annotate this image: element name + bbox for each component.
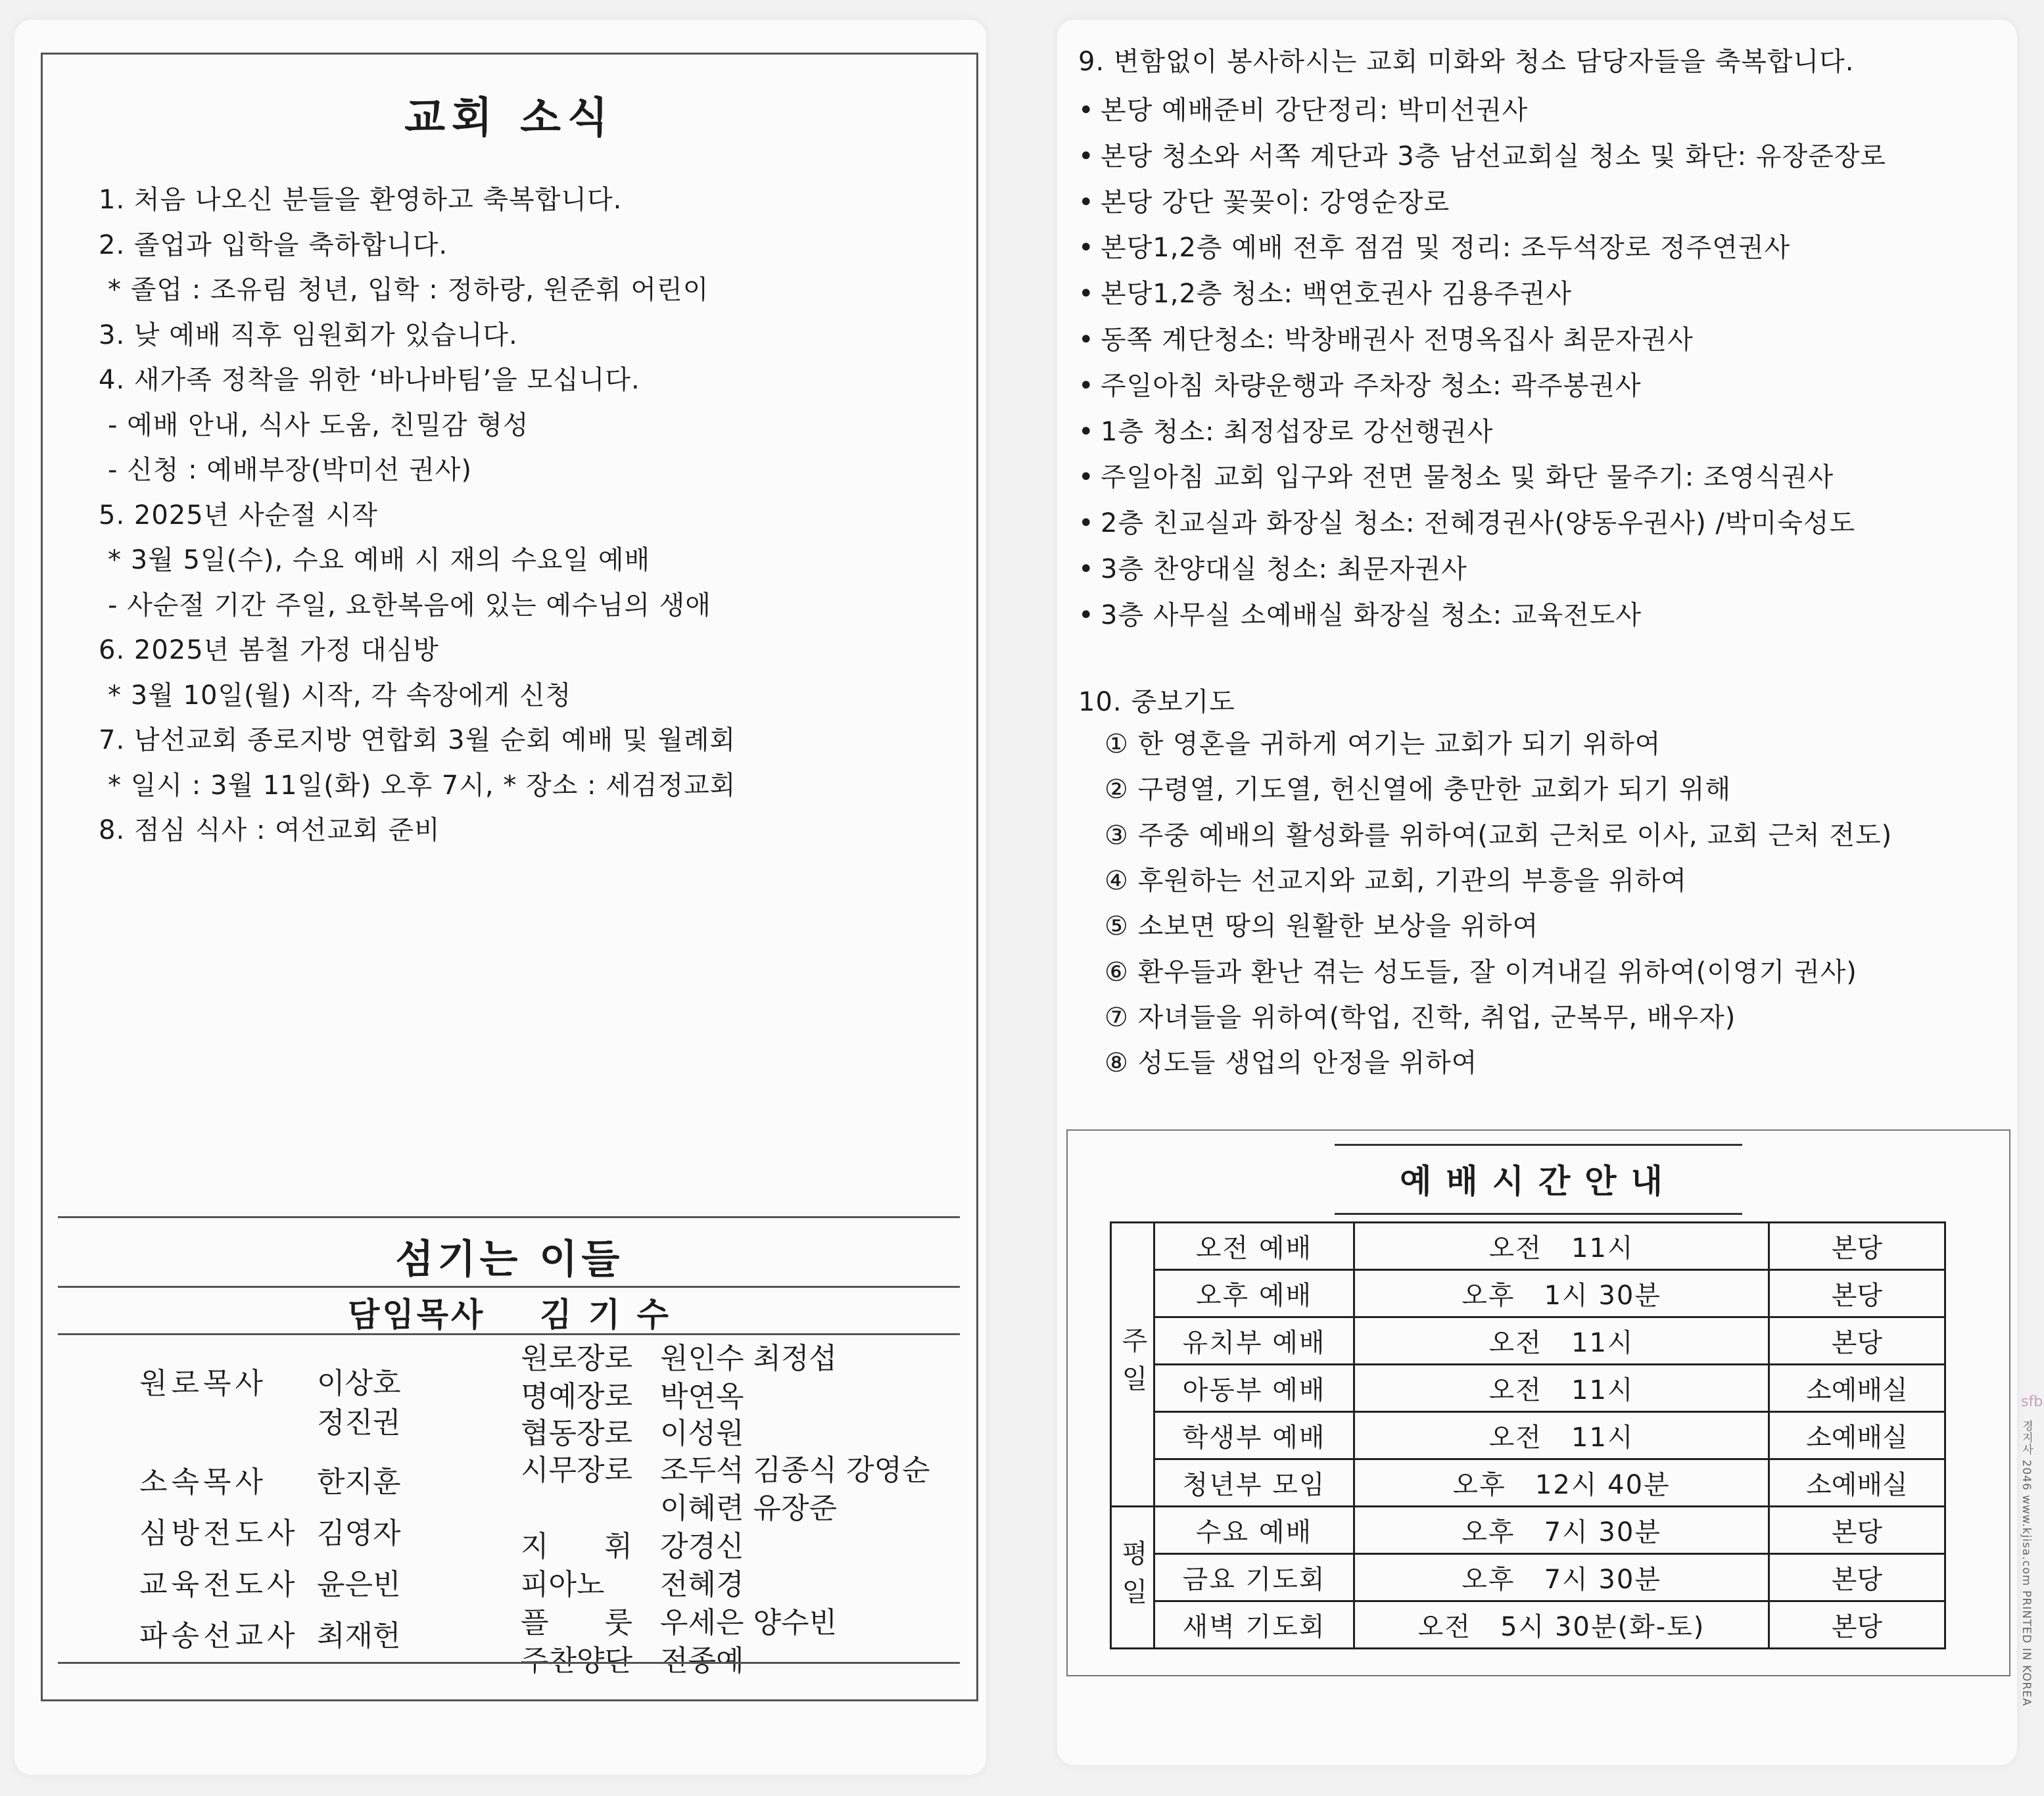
news-item: - 예배 안내, 식사 도움, 친밀감 형성 [108,410,529,440]
schedule-row [1111,1507,1945,1554]
service-item-text: 1층 청소: 최정섭장로 강선행권사 [1101,416,1494,447]
service-item-text: 2층 친교실과 화장실 청소: 전혜경권사(양동우권사) /박미숙성도 [1101,508,1856,539]
prayer-item: ① 한 영혼을 귀하게 여기는 교회가 되기 위하여 [1105,729,1661,759]
staff-name: 김영자 [317,1517,401,1550]
schedule-service-place: 소예배실 [1769,1459,1945,1507]
bullet-icon: • [1078,462,1095,493]
staff-role: 명예장로 [521,1380,633,1413]
service-item [1078,456,1834,494]
bullet-icon: • [1078,141,1095,172]
staff-mid-rule [58,1286,960,1288]
bullet-icon: • [1078,508,1095,539]
prayer-heading: 10. 중보기도 [1078,687,1235,717]
schedule-service-name: 유치부 예배 [1154,1317,1354,1365]
staff-role: 주찬양단 [521,1644,633,1678]
staff-name: 한지훈 [317,1465,401,1499]
schedule-row [1111,1601,1945,1649]
schedule-service-time: 오후 7시 30분 [1354,1507,1769,1554]
schedule-service-name: 오후 예배 [1154,1270,1354,1317]
schedule-service-time: 오전 11시 [1354,1412,1769,1459]
staff-name: 이상호 [317,1367,401,1400]
staff-names: 강경신 [660,1530,744,1563]
schedule-service-place: 본당 [1769,1554,1945,1601]
staff-names: 전종예 [660,1644,744,1678]
staff-names: 조두석 김종식 강영순 [660,1453,930,1487]
schedule-service-place: 본당 [1769,1270,1945,1317]
news-item: * 졸업 : 조유림 청년, 입학 : 정하랑, 원준휘 어린이 [108,275,709,305]
schedule-service-name: 오전 예배 [1154,1223,1354,1270]
bullet-icon: • [1078,600,1095,630]
prayer-item: ⑧ 성도들 생업의 안정을 위하여 [1105,1048,1478,1079]
news-item: 7. 남선교회 종로지방 연합회 3월 순회 예배 및 월례회 [99,725,736,755]
staff-role: 소속목사 [139,1465,268,1499]
staff-bottom-rule [58,1662,960,1664]
service-item-text: 3층 사무실 소예배실 화장실 청소: 교육전도사 [1101,600,1642,630]
service-item [1078,181,1450,219]
bullet-icon: • [1078,370,1095,401]
schedule-row [1111,1365,1945,1412]
news-item: 1. 처음 나오신 분들을 환영하고 축복합니다. [99,185,623,215]
schedule-table [1110,1221,1946,1649]
service-item-text: 주일아침 교회 입구와 전면 물청소 및 화단 물주기: 조영식권사 [1101,462,1834,493]
printer-imprint: 경지사 2046 www.kjisa.com PRINTED IN KOREA [2020,1420,2033,1707]
printer-logo: sfb [2021,1394,2043,1410]
service-item [1078,548,1467,586]
schedule-service-place: 본당 [1769,1507,1945,1554]
schedule-service-time: 오후 12시 40분 [1354,1459,1769,1507]
news-item: 2. 졸업과 입학을 축하합니다. [99,229,448,260]
service-item [1078,411,1493,448]
prayer-item: ⑥ 환우들과 환난 겪는 성도들, 잘 이겨내길 위하여(이영기 권사) [1105,957,1857,987]
schedule-service-name: 수요 예배 [1154,1507,1354,1554]
staff-top-rule [58,1216,960,1218]
news-title: 교회 소식 [404,94,615,143]
service-item-text: 주일아침 차량운행과 주차장 청소: 곽주봉권사 [1101,370,1642,401]
news-item: 8. 점심 식사 : 여선교회 준비 [99,815,440,845]
service-item [1078,594,1642,632]
staff-role: 지 휘 [521,1530,632,1563]
bullet-icon: • [1078,325,1095,355]
schedule-row [1111,1412,1945,1459]
service-item-text: 본당1,2층 예배 전후 점검 및 정리: 조두석장로 정주연권사 [1101,233,1791,264]
schedule-service-name: 새벽 기도회 [1154,1601,1354,1649]
news-list [99,177,953,853]
service-item-text: 본당 예배준비 강단정리: 박미선권사 [1101,95,1529,126]
schedule-service-name: 금요 기도회 [1154,1554,1354,1601]
schedule-service-place: 본당 [1769,1601,1945,1649]
prayer-item: ⑦ 자녀들을 위하여(학업, 진학, 취업, 군복무, 배우자) [1105,1002,1736,1033]
staff-name: 윤은빈 [317,1568,401,1601]
news-item: * 3월 5일(수), 수요 예배 시 재의 수요일 예배 [108,545,651,575]
news-item: 4. 새가족 정착을 위한 ‘바나바팀’을 모십니다. [99,365,640,395]
bullet-icon: • [1078,233,1095,264]
staff-role: 플 룻 [521,1606,632,1640]
staff-role: 원로목사 [139,1367,268,1400]
staff-name: 정진권 [317,1406,401,1440]
bullet-icon: • [1078,416,1095,447]
senior-pastor-label: 담임목사 [348,1296,486,1334]
senior-pastor [41,1288,978,1336]
schedule-service-place: 소예배실 [1769,1365,1945,1412]
bullet-icon: • [1078,95,1095,126]
staff-names: 원인수 최정섭 [660,1342,838,1375]
senior-pastor-name: 김 기 수 [540,1296,671,1334]
service-item [1078,502,1855,540]
schedule-row [1111,1223,1945,1270]
service-item [1078,273,1572,310]
schedule-service-time: 오전 5시 30분(화-토) [1354,1601,1769,1649]
staff-role: 피아노 [521,1568,605,1601]
schedule-service-time: 오전 11시 [1354,1223,1769,1270]
prayer-item: ④ 후원하는 선교지와 교회, 기관의 부흥을 위하여 [1105,865,1688,896]
schedule-row [1111,1554,1945,1601]
schedule-service-name: 청년부 모임 [1154,1459,1354,1507]
schedule-group-label: 평일 [1111,1507,1154,1649]
staff-name: 최재헌 [317,1619,401,1653]
schedule-service-time: 오전 11시 [1354,1317,1769,1365]
bullet-icon: • [1078,554,1095,584]
schedule-service-place: 본당 [1769,1223,1945,1270]
news-item: * 일시 : 3월 11일(화) 오후 7시, * 장소 : 세검정교회 [108,770,736,801]
service-item-text: 본당 강단 꽃꽂이: 강영순장로 [1101,187,1450,218]
prayer-item: ③ 주중 예배의 활성화를 위하여(교회 근처로 이사, 교회 근처 전도) [1105,820,1893,851]
service-heading: 9. 변함없이 봉사하시는 교회 미화와 청소 담당자들을 축복합니다. [1078,47,1855,77]
service-item [1078,365,1642,402]
schedule-service-place: 본당 [1769,1317,1945,1365]
prayer-item: ② 구령열, 기도열, 헌신열에 충만한 교회가 되기 위해 [1105,774,1732,805]
staff-role: 원로장로 [521,1342,633,1375]
bullet-icon: • [1078,279,1095,310]
staff-role: 시무장로 [521,1453,633,1487]
schedule-service-place: 소예배실 [1769,1412,1945,1459]
schedule-group-label: 주일 [1111,1223,1154,1507]
service-item-text: 본당1,2층 청소: 백연호권사 김용주권사 [1101,279,1572,310]
schedule-service-time: 오후 1시 30분 [1354,1270,1769,1317]
news-item: - 신청 : 예배부장(박미선 권사) [108,455,473,485]
staff-names: 전혜경 [660,1568,744,1601]
staff-role: 파송선교사 [139,1619,299,1653]
news-item: 5. 2025년 사순절 시작 [99,500,378,531]
schedule-title: 예배시간안내 [1335,1144,1742,1215]
bullet-icon: • [1078,187,1095,218]
service-item-text: 동쪽 계단청소: 박창배권사 전명옥집사 최문자권사 [1101,325,1694,355]
schedule-service-time: 오후 7시 30분 [1354,1554,1769,1601]
schedule-row [1111,1270,1945,1317]
news-item: - 사순절 기간 주일, 요한복음에 있는 예수님의 생애 [108,590,711,621]
news-item: 3. 낮 예배 직후 임원회가 있습니다. [99,319,518,350]
service-item [1078,319,1694,356]
service-item [1078,89,1528,127]
prayer-item: ⑤ 소보면 땅의 원활한 보상을 위하여 [1105,911,1539,942]
schedule-service-name: 학생부 예배 [1154,1412,1354,1459]
schedule-service-time: 오전 11시 [1354,1365,1769,1412]
schedule-row [1111,1317,1945,1365]
staff-role: 협동장로 [521,1417,633,1450]
service-item [1078,227,1790,264]
staff-title: 섬기는 이들 [395,1237,624,1283]
schedule-service-name: 아동부 예배 [1154,1365,1354,1412]
service-item [1078,135,1886,173]
news-item: * 3월 10일(월) 시작, 각 속장에게 신청 [108,680,572,711]
staff-role: 교육전도사 [139,1568,299,1601]
news-item: 6. 2025년 봄철 가정 대심방 [99,635,439,665]
schedule-row [1111,1459,1945,1507]
staff-names: 이혜련 유장준 [660,1492,838,1525]
staff-names: 이성원 [660,1417,744,1450]
service-item-text: 본당 청소와 서쪽 계단과 3층 남선교회실 청소 및 화단: 유장준장로 [1101,141,1886,172]
staff-names: 박연옥 [660,1380,744,1413]
staff-role: 심방전도사 [139,1517,299,1550]
staff-names: 우세은 양수빈 [660,1606,838,1640]
service-item-text: 3층 찬양대실 청소: 최문자권사 [1101,554,1467,584]
